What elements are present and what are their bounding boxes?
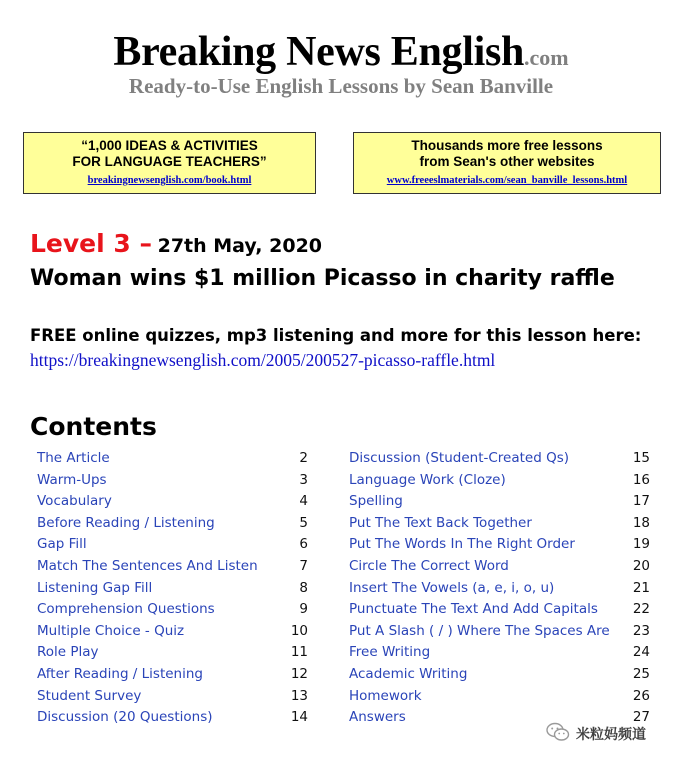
contents-item[interactable]	[349, 491, 650, 513]
contents-item[interactable]	[37, 686, 308, 708]
contents-item[interactable]	[37, 556, 308, 578]
contents-item-title: Vocabulary	[37, 493, 112, 510]
other-sites-promo-line-2: from Sean's other websites	[419, 154, 595, 169]
contents-item[interactable]	[349, 556, 650, 578]
book-promo-line-1: “1,000 IDEAS & ACTIVITIES	[81, 138, 258, 153]
contents-item-title: Warm-Ups	[37, 471, 107, 488]
contents-item-page: 6	[299, 536, 308, 553]
contents-item-title: Insert The Vowels (a, e, i, o, u)	[349, 579, 555, 596]
contents-item[interactable]	[37, 664, 308, 686]
book-promo-box	[23, 132, 316, 194]
contents-item-title: Match The Sentences And Listen	[37, 557, 258, 574]
contents-item-title: Homework	[349, 687, 422, 704]
site-name: Breaking News English	[113, 29, 525, 75]
contents-item[interactable]	[349, 686, 650, 708]
contents-item-title: Put A Slash ( / ) Where The Spaces Are	[349, 622, 610, 639]
wechat-icon	[546, 722, 570, 746]
contents-item-title: Punctuate The Text And Add Capitals	[349, 601, 598, 618]
site-tagline: Ready-to-Use English Lessons by Sean Banville	[128, 74, 554, 98]
contents-item-title: Role Play	[37, 644, 99, 661]
contents-item[interactable]	[349, 534, 650, 556]
contents-item[interactable]	[37, 513, 308, 535]
contents-item-page: 18	[632, 514, 650, 531]
other-sites-promo-line-1: Thousands more free lessons	[411, 138, 603, 153]
level-label: Level 3 –	[30, 229, 153, 258]
contents-item[interactable]	[37, 491, 308, 513]
contents-item[interactable]	[37, 578, 308, 600]
contents-item-title: Listening Gap Fill	[37, 579, 153, 596]
watermark-text: 米粒妈频道	[576, 727, 646, 743]
contents-item[interactable]	[37, 470, 308, 492]
book-promo-link[interactable]: breakingnewsenglish.com/book.html	[87, 175, 252, 186]
contents-list-left	[37, 448, 308, 729]
other-sites-promo-box	[353, 132, 661, 194]
lesson-date: 27th May, 2020	[157, 235, 323, 257]
contents-item-page: 9	[299, 601, 308, 618]
contents-item-page: 11	[290, 644, 308, 661]
contents-item-page: 4	[299, 493, 308, 510]
contents-item[interactable]	[349, 578, 650, 600]
contents-item-title: Discussion (20 Questions)	[37, 709, 213, 726]
contents-item-page: 23	[632, 622, 650, 639]
contents-item-page: 15	[632, 450, 650, 466]
contents-item-title: Academic Writing	[349, 665, 468, 682]
contents-item-page: 2	[299, 450, 308, 466]
contents-item[interactable]	[37, 707, 308, 729]
contents-item-page: 12	[290, 665, 308, 682]
contents-item-page: 13	[290, 687, 308, 704]
level-date-line	[30, 229, 322, 258]
contents-item-page: 8	[299, 579, 308, 596]
contents-item-title: Answers	[349, 709, 406, 726]
contents-list-right	[349, 448, 650, 729]
contents-item-title: Gap Fill	[37, 536, 87, 553]
contents-item[interactable]	[349, 599, 650, 621]
contents-item-page: 17	[632, 493, 650, 510]
contents-item-title: Free Writing	[349, 644, 431, 661]
contents-item-page: 16	[632, 471, 650, 488]
contents-item[interactable]	[349, 448, 650, 470]
contents-item-page: 20	[632, 557, 650, 574]
contents-item-page: 21	[632, 579, 650, 596]
contents-item-title: The Article	[37, 450, 110, 466]
contents-item-title: Put The Words In The Right Order	[349, 536, 575, 553]
contents-item-page: 5	[299, 514, 308, 531]
contents-item-title: Student Survey	[37, 687, 142, 704]
site-masthead	[0, 28, 682, 76]
contents-item[interactable]	[349, 470, 650, 492]
contents-item[interactable]	[37, 534, 308, 556]
contents-item-page: 27	[632, 709, 650, 726]
contents-item[interactable]	[37, 642, 308, 664]
contents-item-title: Discussion (Student-Created Qs)	[349, 450, 570, 466]
contents-item-title: Language Work (Cloze)	[349, 471, 506, 488]
lesson-url-link[interactable]: https://breakingnewsenglish.com/2005/200527-picasso-raffle.html	[30, 350, 496, 370]
contents-item-page: 14	[290, 709, 308, 726]
contents-item[interactable]	[37, 621, 308, 643]
contents-item-page: 25	[632, 665, 650, 682]
contents-item-title: Multiple Choice - Quiz	[37, 622, 185, 639]
site-suffix: .com	[524, 45, 569, 70]
other-sites-promo-link[interactable]: www.freeeslmaterials.com/sean_banville_lessons.html	[386, 175, 628, 186]
contents-item-page: 3	[299, 471, 308, 488]
contents-heading: Contents	[30, 412, 157, 441]
contents-item-page: 26	[632, 687, 650, 704]
book-promo-line-2: FOR LANGUAGE TEACHERS”	[72, 154, 267, 169]
contents-item-page: 24	[632, 644, 650, 661]
contents-item-title: Put The Text Back Together	[349, 514, 532, 531]
contents-item-title: Circle The Correct Word	[349, 557, 509, 574]
contents-item-page: 22	[632, 601, 650, 618]
contents-item-page: 10	[290, 622, 308, 639]
contents-item-title: Comprehension Questions	[37, 601, 215, 618]
contents-item[interactable]	[37, 448, 308, 470]
lesson-headline: Woman wins $1 million Picasso in charity raffle	[30, 266, 615, 291]
contents-item-page: 7	[299, 557, 308, 574]
free-resources-text: FREE online quizzes, mp3 listening and more for this lesson here:	[30, 326, 642, 345]
contents-item[interactable]	[349, 621, 650, 643]
wechat-watermark	[546, 722, 646, 746]
contents-item-title: After Reading / Listening	[37, 665, 203, 682]
contents-item-title: Before Reading / Listening	[37, 514, 215, 531]
contents-item[interactable]	[37, 599, 308, 621]
contents-item[interactable]	[349, 664, 650, 686]
contents-item[interactable]	[349, 642, 650, 664]
contents-item-title: Spelling	[349, 493, 403, 510]
contents-item-page: 19	[632, 536, 650, 553]
contents-item[interactable]	[349, 513, 650, 535]
